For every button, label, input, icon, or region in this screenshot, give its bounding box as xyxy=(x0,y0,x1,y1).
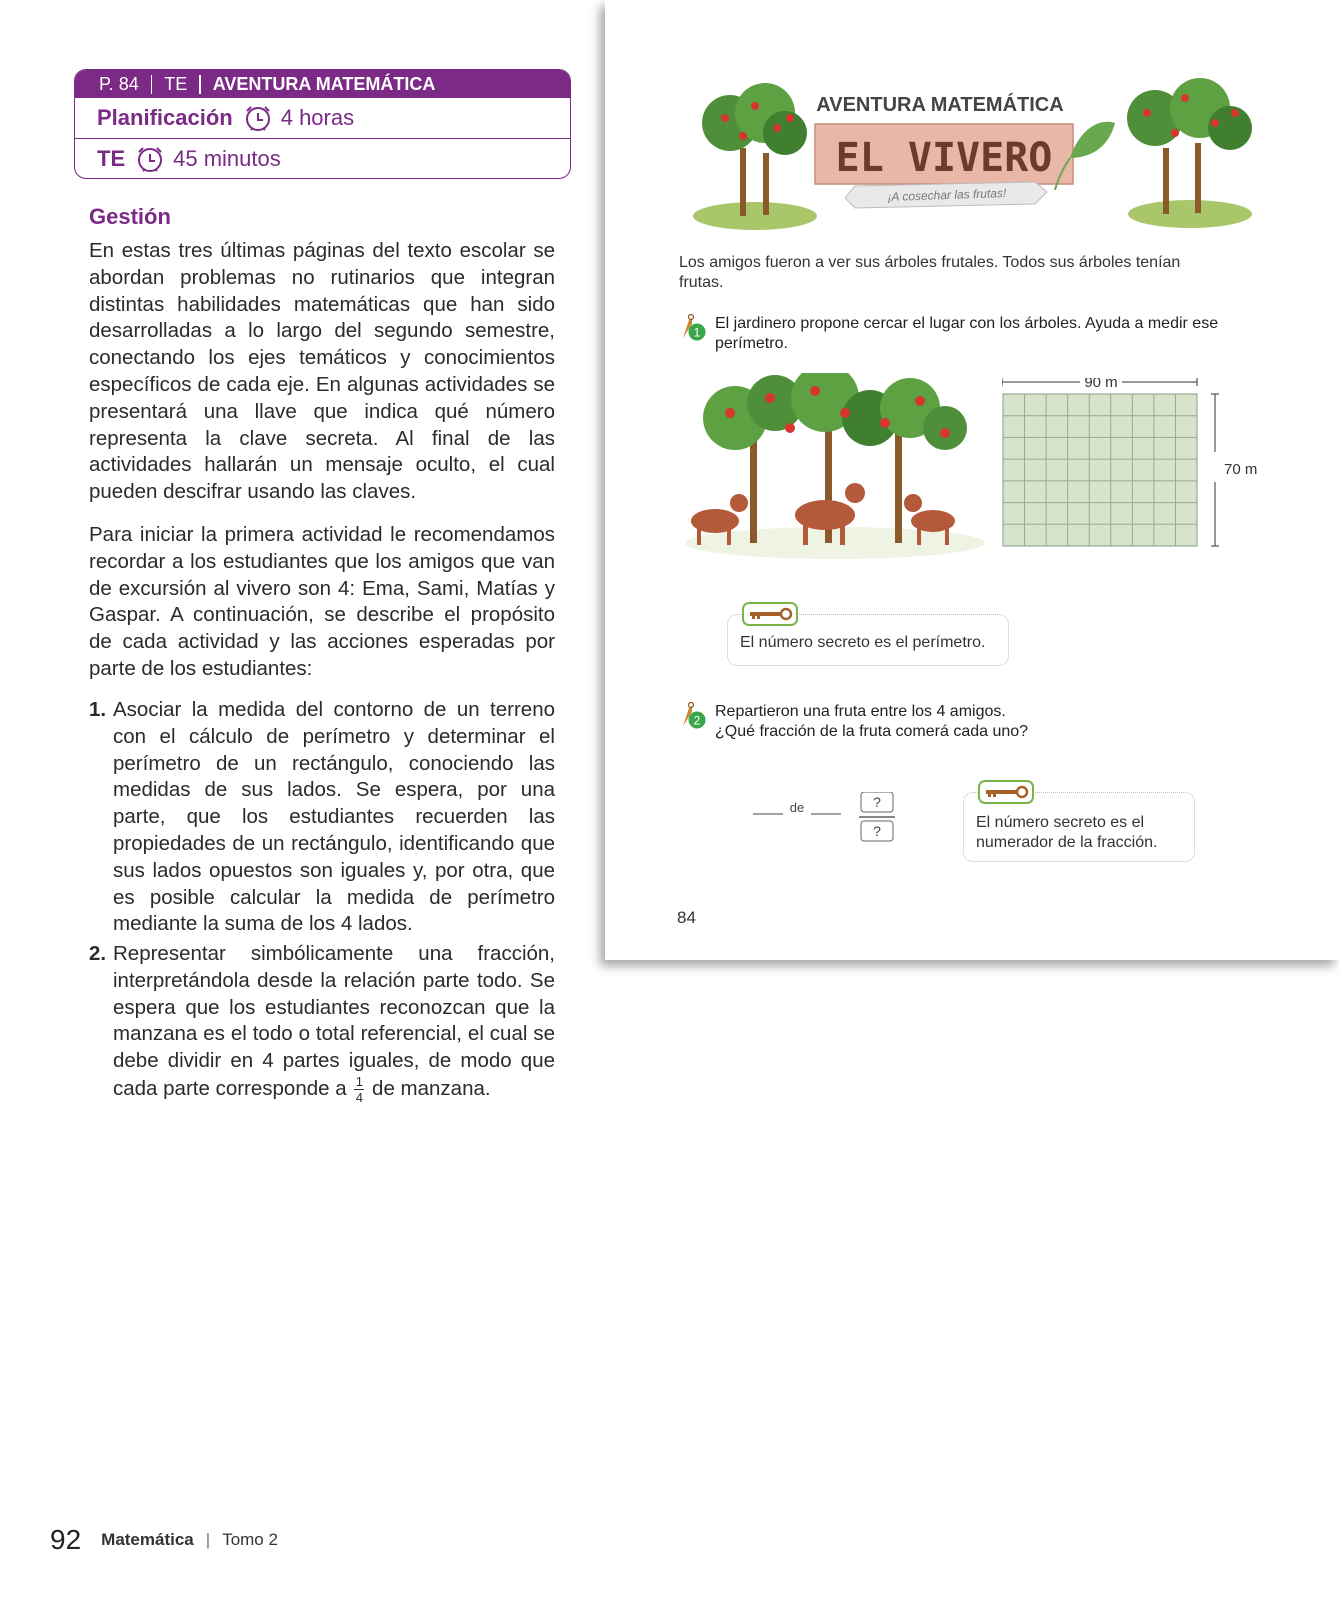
item-number: 2. xyxy=(89,942,107,965)
rectangular-plot-grid xyxy=(1002,378,1262,560)
item-text-after: de manzana. xyxy=(372,1076,491,1100)
te-time: 45 minutos xyxy=(173,146,281,171)
header-divider xyxy=(151,75,153,94)
te-label: TE xyxy=(97,146,126,171)
key-icon xyxy=(984,785,1030,799)
section-name: AVENTURA MATEMÁTICA xyxy=(212,73,436,94)
grass-patch xyxy=(693,202,817,230)
item-text-before: Representar simbólicamente una fracción, interpretándola desde la relación parte todo. Se espera que los estudiantes reconozcan que la manzana es el todo o total referencial, el cual se debe dividir en 4 partes iguales, de modo que cada parte corresponde a xyxy=(113,942,555,1100)
planning-header-box xyxy=(74,69,571,179)
footer-volume: Tomo 2 xyxy=(222,1530,278,1549)
story-intro: Los amigos fueron a ver sus árboles frutales. Todos sus árboles tenían frutas. xyxy=(679,254,1181,291)
secret-number-text-2: El número secreto es el numerador de la fracción. xyxy=(976,814,1158,851)
secret-number-box-2 xyxy=(963,792,1195,862)
alarm-clock-icon xyxy=(135,144,165,174)
gestion-paragraph-1: En estas tres últimas páginas del texto escolar se abordan problemas no rutinarios que integran distintas habilidades matemáticas que han sido desarrolladas a lo largo del segundo semestre, conectando los ejes temáticos y conocimientos específicos de cada eje. En algunas actividades se presentará una llave que indica qué número representa la clave secreta. Al final de las actividades hallarán un mensaje oculto, el cual pueden descifrar usando las claves. xyxy=(89,239,555,504)
te-row xyxy=(75,138,570,179)
student-page-number: 84 xyxy=(677,908,696,927)
question-2 xyxy=(679,702,1239,742)
secret-number-text-1: El número secreto es el perímetro. xyxy=(740,634,986,651)
width-label: 90 m xyxy=(1084,378,1118,391)
orchard-with-deer-illustration xyxy=(675,373,985,563)
fraction-numerator: 1 xyxy=(355,1073,363,1089)
banner-title: AVENTURA MATEMÁTICA xyxy=(816,94,1064,116)
fraction-one-quarter xyxy=(354,1075,364,1104)
footer-subject: Matemática xyxy=(101,1530,194,1549)
planificacion-time: 4 horas xyxy=(280,105,355,130)
key-icon xyxy=(748,607,794,621)
header-top-bar xyxy=(75,70,570,98)
activity-item-2 xyxy=(89,941,555,1104)
page-footer xyxy=(50,1524,278,1556)
grass-patch xyxy=(1128,200,1252,228)
gestion-heading: Gestión xyxy=(89,204,171,229)
student-book-page xyxy=(605,0,1339,960)
fraction-denominator: 4 xyxy=(355,1089,363,1105)
question-number: 1 xyxy=(693,325,701,340)
item-text: Asociar la medida del contorno de un terreno con el cálculo de perímetro y determinar el perímetro de un rectángulo, conociendo las medidas de sus lados. Se espera, por una parte, que los estudiantes recuerden las propiedades de un rectángulo, identificando que sus lados opuestos son iguales y, por otra, que es posible calcular la medida de perímetro mediante la suma de los 4 lados. xyxy=(113,698,555,936)
de-word: de xyxy=(789,800,805,815)
footer-page-number: 92 xyxy=(50,1524,82,1555)
item-number: 1. xyxy=(89,698,107,721)
question-1 xyxy=(679,314,1239,354)
denominator-placeholder: ? xyxy=(873,823,881,839)
banner-ribbon-text: ¡A cosechar las frutas! xyxy=(887,185,1007,205)
fruit-tree-icon xyxy=(702,83,807,216)
leaf-icon xyxy=(1070,122,1115,158)
gestion-paragraph-2: Para iniciar la primera actividad le recomendamos recordar a los estudiantes que los amigos que van de excursión al vivero son 4: Ema, Sami, Matías y Gaspar. A continuación, se describe el propósito de cada actividad y las acciones esperadas por parte de los estudiantes: xyxy=(89,523,555,680)
question-2-line-2: ¿Qué fracción de la fruta comerá cada uno? xyxy=(715,723,1029,740)
fruit-tree-icon xyxy=(1127,78,1252,214)
planificacion-row xyxy=(75,98,570,138)
key-tag xyxy=(978,780,1034,804)
fraction-answer-area xyxy=(753,792,913,842)
question-2-line-1: Repartieron una fruta entre los 4 amigos. xyxy=(715,703,1006,720)
planificacion-label: Planificación xyxy=(97,105,233,130)
activity-item-1 xyxy=(89,697,555,938)
question-1-text: El jardinero propone cercar el lugar con los árboles. Ayuda a medir ese perímetro. xyxy=(715,315,1219,352)
question-number: 2 xyxy=(693,713,701,728)
te-tag: TE xyxy=(164,73,188,94)
height-label: 70 m xyxy=(1224,461,1258,478)
header-divider xyxy=(199,75,201,94)
key-number-badge-icon xyxy=(679,702,707,730)
footer-divider: | xyxy=(205,1530,211,1549)
el-vivero-banner xyxy=(685,78,1265,233)
numerator-placeholder: ? xyxy=(873,794,881,810)
key-tag xyxy=(742,602,798,626)
secret-number-box-1 xyxy=(727,614,1009,666)
alarm-clock-icon xyxy=(243,103,273,133)
banner-main-title: EL VIVERO xyxy=(835,135,1053,181)
page-reference: P. 84 xyxy=(99,73,139,94)
item-text xyxy=(113,941,555,1104)
key-number-badge-icon xyxy=(679,314,707,342)
